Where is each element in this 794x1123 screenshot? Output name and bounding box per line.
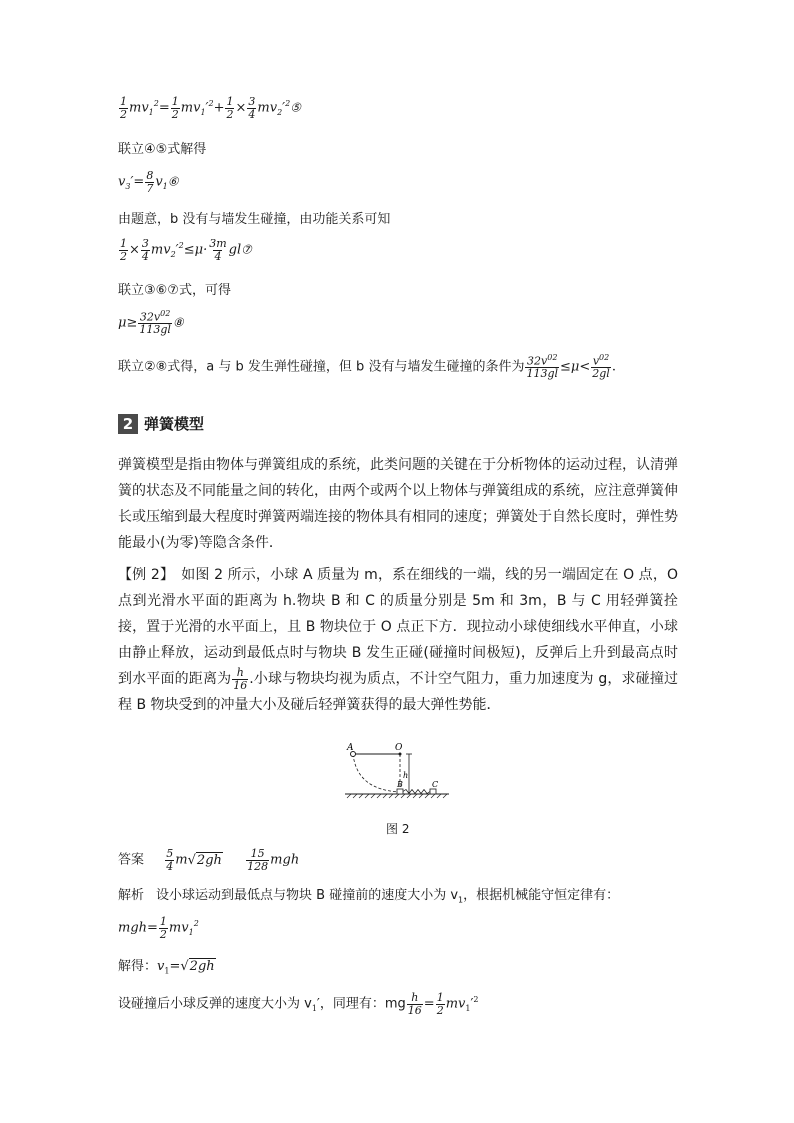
section-number-badge: 2 bbox=[118, 414, 138, 434]
answer-label: 答案 bbox=[118, 852, 145, 868]
equation-mu: μ≥ $\frac{32v^{02}}{113gl}$ ⑧ bbox=[118, 309, 184, 337]
figure-2-diagram bbox=[343, 740, 453, 806]
intro-paragraph: 弹簧模型是指由物体与弹簧组成的系统，此类问题的关键在于分析物体的运动过程，认清弹簧的状态及不同能量之间的转化，由两个或两个以上物体与弹簧组成的系统，应注意弹簧伸长或压缩到最大程度时弹簧两端连接的物体具有相同的速度；弹簧处于自然长度时，弹性势能最小(为零)等隐含条件． bbox=[118, 457, 678, 551]
answer-line: 答案 $\frac{5}{4}$ m√2gh $\frac{15}{128}$ mgh bbox=[118, 847, 300, 873]
label-a: A bbox=[347, 743, 354, 753]
equation-energy: $\frac{1}{2}$ $mv_1^2=$ $\frac{1}{2}$ $mv_1'^2+$ $\frac{1}{2}$ × $\frac{3}{4}$ $mv_2'^2⑤$ bbox=[120, 95, 301, 121]
analysis-line: 解析 设小球运动到最低点与物块 B 碰撞前的速度大小为 $v_1$，根据机械能守恒定律有： bbox=[118, 888, 620, 905]
label-c: C bbox=[432, 780, 439, 789]
equation-mgh: mgh= $\frac{1}{2}$ $mv_1^2$ bbox=[118, 915, 199, 941]
analysis-label: 解析 bbox=[118, 888, 145, 903]
text-line: 联立③⑥⑦式，可得 bbox=[118, 283, 231, 298]
label-b: B bbox=[397, 780, 403, 789]
text-line: 联立④⑤式解得 bbox=[118, 142, 207, 157]
example-tag: 【例 2】 bbox=[118, 567, 168, 583]
label-o: O bbox=[395, 743, 403, 753]
section-heading bbox=[118, 413, 204, 434]
figure-caption: 图 2 bbox=[386, 822, 410, 836]
section-title: 弹簧模型 bbox=[144, 415, 205, 433]
equation-v1: 解得：$v_1=√2gh$ bbox=[118, 959, 215, 976]
example-paragraph: 【例 2】 如图 2 所示，小球 A 质量为 m，系在细线的一端，线的另一端固定在 O 点，O 点到光滑水平面的距离为 h.物块 B 和 C 的质量分别是 5m 和 3m，B 与 C 用轻弹簧拴接，置于光滑的水平面上，且 B 物块位于 O 点正下方．现拉动小球使细线水平伸直，小球由静止释放，运动到最低点时与物块 B 发生正碰(碰撞时间极短)，反弹后上升到最高点时到水平面的距离为 $\frac{h}{16}$ .小球与物块均视为质点，不计空气阻力，重力加速度为 g，求碰撞过程 B 物块受到的冲量大小及碰后轻弹簧获得的最大弹性势能． bbox=[118, 567, 678, 713]
equation-inequality: $\frac{1}{2}$ × $\frac{3}{4}$ $mv_2'^2\le\mu\cdot$ $\frac{3m}{4}$ gl⑦ bbox=[120, 237, 252, 263]
rebound-line: 设碰撞后小球反弹的速度大小为 $v_1'$，同理有：mg $\frac{h}{16}$ = $\frac{1}{2}$ $mv_1'^2$ bbox=[118, 991, 479, 1017]
label-h: h bbox=[403, 771, 409, 780]
text-line: 由题意，b 没有与墙发生碰撞，由功能关系可知 bbox=[118, 212, 391, 227]
conclusion-line: 联立②⑧式得，a 与 b 发生弹性碰撞，但 b 没有与墙发生碰撞的条件为 $\frac{32v^{02}}{113gl}$ ≤μ< $\frac{v^{02}}{2gl}$ . bbox=[118, 353, 616, 381]
equation-v3: $v_3'=$ $\frac{8}{7}$ $v_1⑥$ bbox=[118, 169, 179, 195]
